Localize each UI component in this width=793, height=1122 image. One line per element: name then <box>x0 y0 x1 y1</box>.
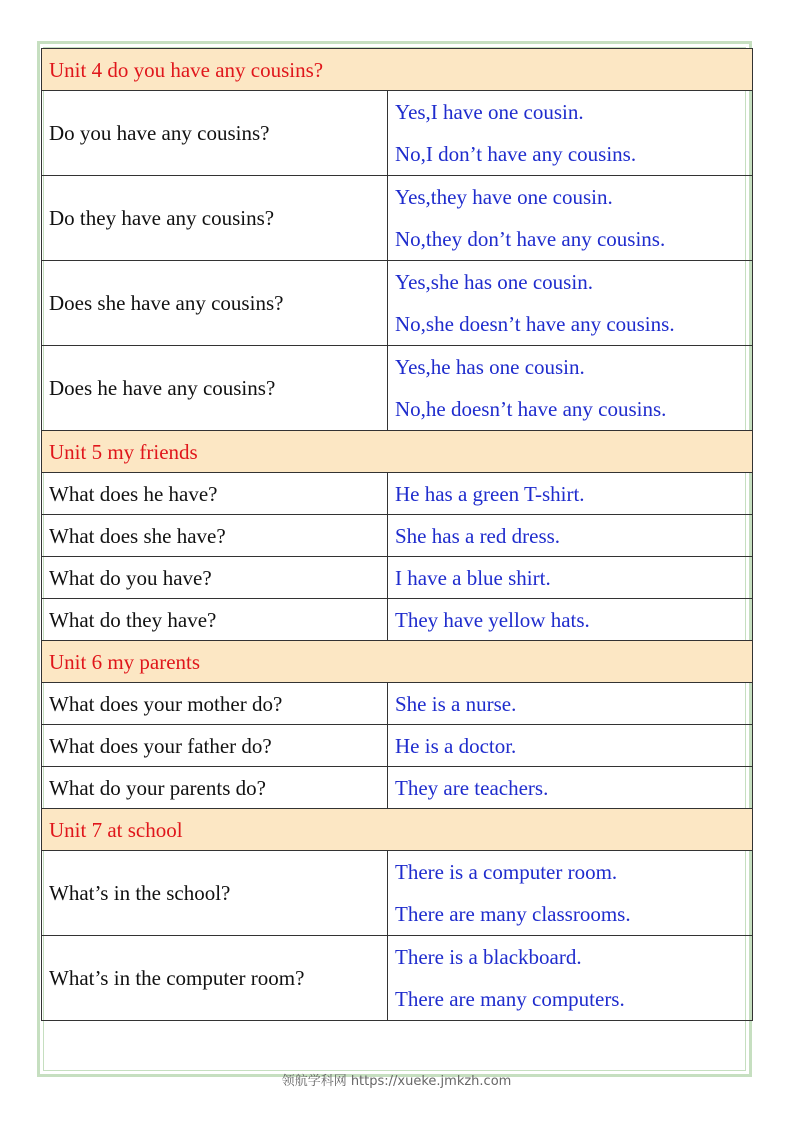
table-row <box>42 599 753 641</box>
answer-cell <box>388 851 753 936</box>
answer-line: There is a computer room. <box>395 860 618 884</box>
question-cell: Does she have any cousins? <box>42 261 388 346</box>
unit-header-row <box>42 431 753 473</box>
answer-cell <box>388 261 753 346</box>
table-row <box>42 473 753 515</box>
answer-cell <box>388 936 753 1021</box>
table-row <box>42 683 753 725</box>
unit-header-row <box>42 641 753 683</box>
answer-line: Yes,he has one cousin. <box>395 355 585 379</box>
question-cell: What does your father do? <box>42 725 388 767</box>
question-cell: Does he have any cousins? <box>42 346 388 431</box>
question-cell: What do they have? <box>42 599 388 641</box>
question-cell: What does she have? <box>42 515 388 557</box>
question-cell: What’s in the computer room? <box>42 936 388 1021</box>
answer-line: There is a blackboard. <box>395 945 582 969</box>
unit-title: Unit 4 do you have any cousins? <box>42 49 753 91</box>
table-row <box>42 851 753 936</box>
answer-cell <box>388 176 753 261</box>
unit-title: Unit 6 my parents <box>42 641 753 683</box>
table-row <box>42 515 753 557</box>
unit-title: Unit 7 at school <box>42 809 753 851</box>
question-cell: Do they have any cousins? <box>42 176 388 261</box>
answer-cell: He is a doctor. <box>388 725 753 767</box>
footer-watermark: 领航学科网 https://xueke.jmkzh.com <box>281 1074 512 1089</box>
answer-cell: She is a nurse. <box>388 683 753 725</box>
answer-line: Yes,I have one cousin. <box>395 100 584 124</box>
answer-line: Yes,she has one cousin. <box>395 270 593 294</box>
unit-header-row <box>42 809 753 851</box>
table-row <box>42 725 753 767</box>
answer-line: There are many computers. <box>395 987 625 1011</box>
answer-cell: They have yellow hats. <box>388 599 753 641</box>
qa-table <box>41 48 753 1021</box>
answer-line: Yes,they have one cousin. <box>395 185 613 209</box>
answer-line: No,I don’t have any cousins. <box>395 142 637 166</box>
answer-line: No,they don’t have any cousins. <box>395 227 666 251</box>
answer-cell: I have a blue shirt. <box>388 557 753 599</box>
answer-cell: He has a green T-shirt. <box>388 473 753 515</box>
answer-cell <box>388 346 753 431</box>
unit-title: Unit 5 my friends <box>42 431 753 473</box>
answer-cell: They are teachers. <box>388 767 753 809</box>
question-cell: Do you have any cousins? <box>42 91 388 176</box>
answer-line: No,he doesn’t have any cousins. <box>395 397 667 421</box>
question-cell: What does your mother do? <box>42 683 388 725</box>
table-row <box>42 261 753 346</box>
question-cell: What do your parents do? <box>42 767 388 809</box>
question-cell: What’s in the school? <box>42 851 388 936</box>
answer-line: No,she doesn’t have any cousins. <box>395 312 675 336</box>
question-cell: What does he have? <box>42 473 388 515</box>
table-row <box>42 91 753 176</box>
table-row <box>42 176 753 261</box>
answer-cell: She has a red dress. <box>388 515 753 557</box>
answer-cell <box>388 91 753 176</box>
table-row <box>42 767 753 809</box>
table-row <box>42 936 753 1021</box>
answer-line: There are many classrooms. <box>395 902 631 926</box>
unit-header-row <box>42 49 753 91</box>
question-cell: What do you have? <box>42 557 388 599</box>
table-row <box>42 346 753 431</box>
table-row <box>42 557 753 599</box>
